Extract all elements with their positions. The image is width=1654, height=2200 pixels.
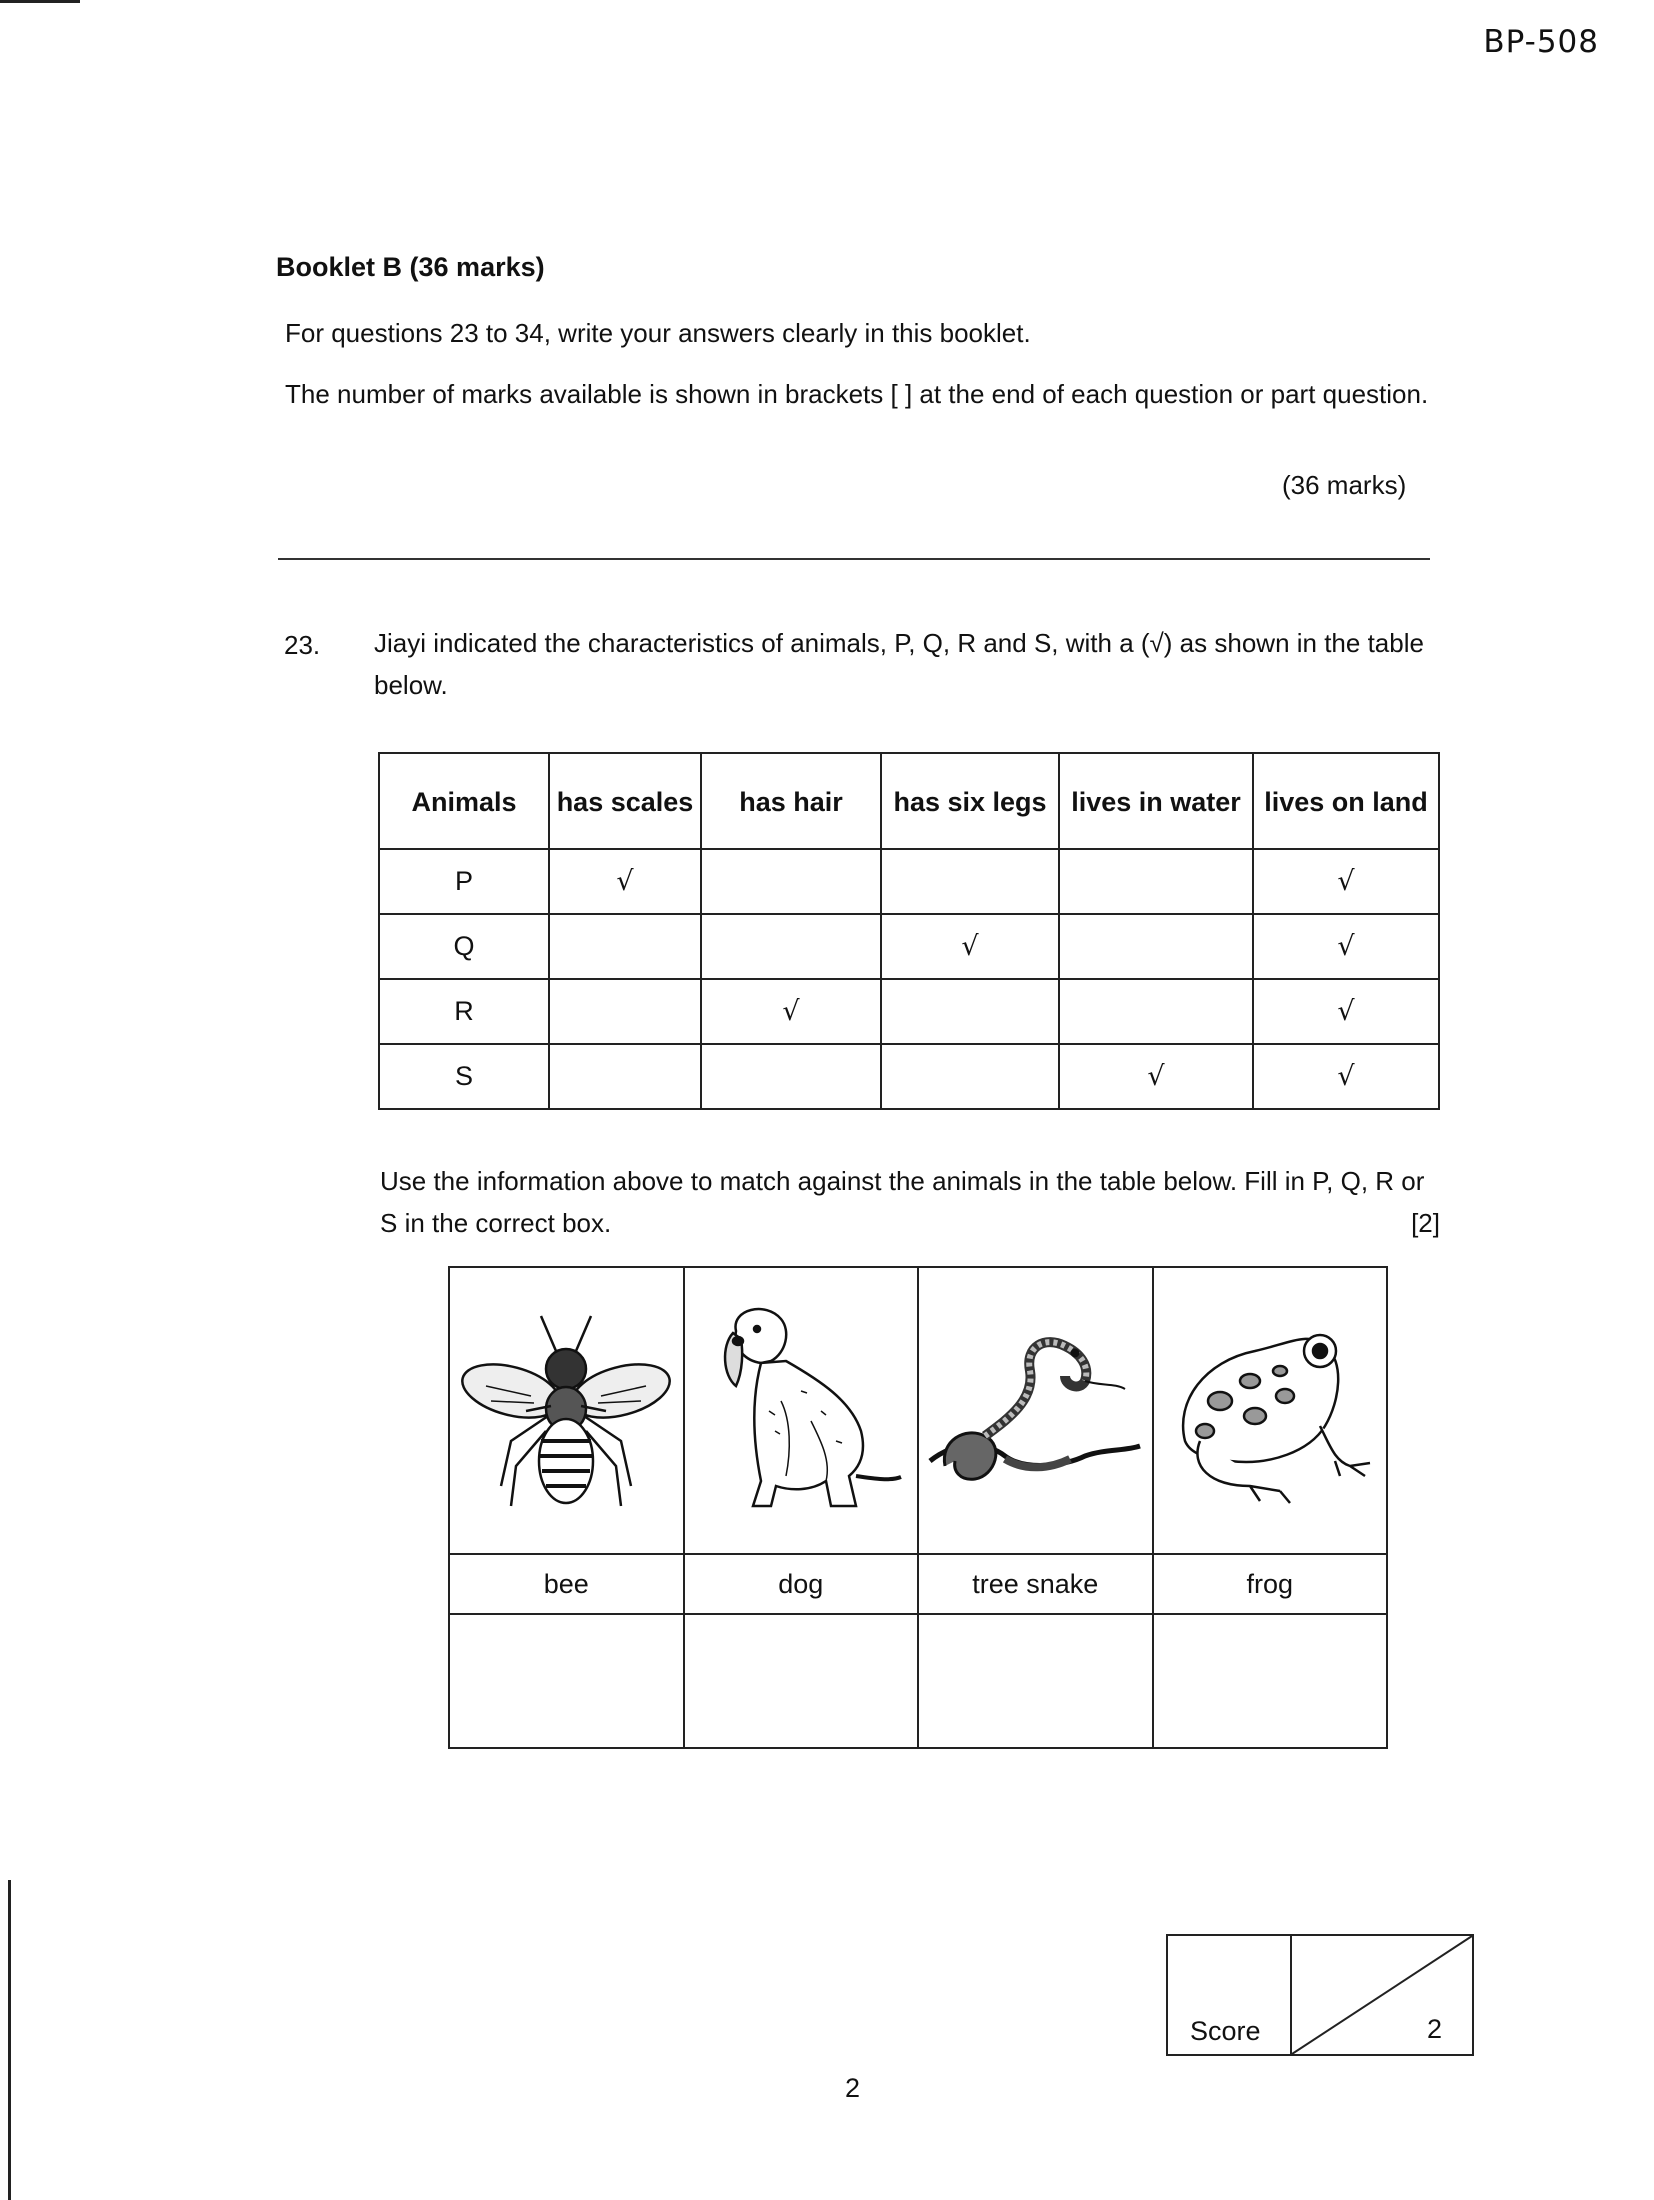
page-number: 2 xyxy=(845,2073,861,2103)
tick-cell xyxy=(701,1044,881,1109)
animal-name: bee xyxy=(449,1554,684,1614)
booklet-title-label: Booklet B xyxy=(276,252,403,282)
booklet-title-marks: (36 marks) xyxy=(409,252,545,282)
booklet-title xyxy=(276,252,545,283)
row-label: P xyxy=(379,849,549,914)
tick-cell xyxy=(701,914,881,979)
paper-code: BP-508 xyxy=(1483,24,1599,60)
frog-icon xyxy=(1160,1291,1380,1531)
header-animals: Animals xyxy=(379,753,549,849)
answer-row xyxy=(449,1614,1387,1748)
snake-icon xyxy=(925,1291,1145,1531)
tick-cell: √ xyxy=(1253,849,1439,914)
score-diagonal xyxy=(1292,1936,1472,2054)
score-label: Score xyxy=(1190,2016,1261,2046)
frog-picture-cell xyxy=(1153,1267,1388,1554)
tick-cell xyxy=(881,979,1059,1044)
dog-picture-cell xyxy=(684,1267,919,1554)
corner-scan-mark xyxy=(0,0,80,3)
tick-cell: √ xyxy=(881,914,1059,979)
matching-table xyxy=(448,1266,1388,1749)
header-lives-in-water: lives in water xyxy=(1059,753,1253,849)
question-number: 23. xyxy=(284,630,321,660)
animal-name-row xyxy=(449,1554,1387,1614)
header-lives-on-land: lives on land xyxy=(1253,753,1439,849)
characteristics-table xyxy=(378,752,1440,1110)
match-instruction xyxy=(380,1160,1440,1244)
tick-cell xyxy=(1059,979,1253,1044)
section-divider xyxy=(278,558,1430,560)
tick-cell xyxy=(881,849,1059,914)
row-label: Q xyxy=(379,914,549,979)
row-label: R xyxy=(379,979,549,1044)
row-label: S xyxy=(379,1044,549,1109)
animal-name: frog xyxy=(1153,1554,1388,1614)
tick-cell xyxy=(1059,849,1253,914)
tick-cell xyxy=(549,914,701,979)
margin-scan-line xyxy=(8,1880,11,2200)
score-box xyxy=(1166,1934,1474,2056)
header-has-scales: has scales xyxy=(549,753,701,849)
snake-picture-cell xyxy=(918,1267,1153,1554)
tick-cell xyxy=(881,1044,1059,1109)
table-row xyxy=(379,979,1439,1044)
tick-cell: √ xyxy=(701,979,881,1044)
picture-row xyxy=(449,1267,1387,1554)
table-row xyxy=(379,849,1439,914)
tick-cell: √ xyxy=(1253,1044,1439,1109)
question-text: Jiayi indicated the characteristics of animals, P, Q, R and S, with a (√) as shown in the table below. xyxy=(374,628,1424,700)
table-row xyxy=(379,1044,1439,1109)
animal-name: tree snake xyxy=(918,1554,1153,1614)
answer-box-frog[interactable] xyxy=(1153,1614,1388,1748)
answer-box-bee[interactable] xyxy=(449,1614,684,1748)
tick-cell: √ xyxy=(1253,914,1439,979)
tick-cell xyxy=(549,1044,701,1109)
tick-cell: √ xyxy=(1059,1044,1253,1109)
answer-box-dog[interactable] xyxy=(684,1614,919,1748)
instruction-marks: The number of marks available is shown in brackets [ ] at the end of each question or part question. xyxy=(285,379,1429,409)
bee-picture-cell xyxy=(449,1267,684,1554)
instruction-answers: For questions 23 to 34, write your answers clearly in this booklet. xyxy=(285,318,1031,348)
header-has-six-legs: has six legs xyxy=(881,753,1059,849)
tick-cell xyxy=(1059,914,1253,979)
marks-allocation: [2] xyxy=(1411,1208,1440,1238)
score-value: 2 xyxy=(1426,2014,1442,2044)
animal-name: dog xyxy=(684,1554,919,1614)
header-has-hair: has hair xyxy=(701,753,881,849)
dog-icon xyxy=(691,1291,911,1531)
answer-box-tree-snake[interactable] xyxy=(918,1614,1153,1748)
table-header-row xyxy=(379,753,1439,849)
table-row xyxy=(379,914,1439,979)
tick-cell: √ xyxy=(549,849,701,914)
tick-cell: √ xyxy=(1253,979,1439,1044)
bee-icon xyxy=(456,1291,676,1531)
match-instruction-text: Use the information above to match against the animals in the table below. Fill in P, Q, R or S in the correct box. xyxy=(380,1166,1425,1238)
total-marks: (36 marks) xyxy=(1282,470,1407,500)
tick-cell xyxy=(549,979,701,1044)
tick-cell xyxy=(701,849,881,914)
